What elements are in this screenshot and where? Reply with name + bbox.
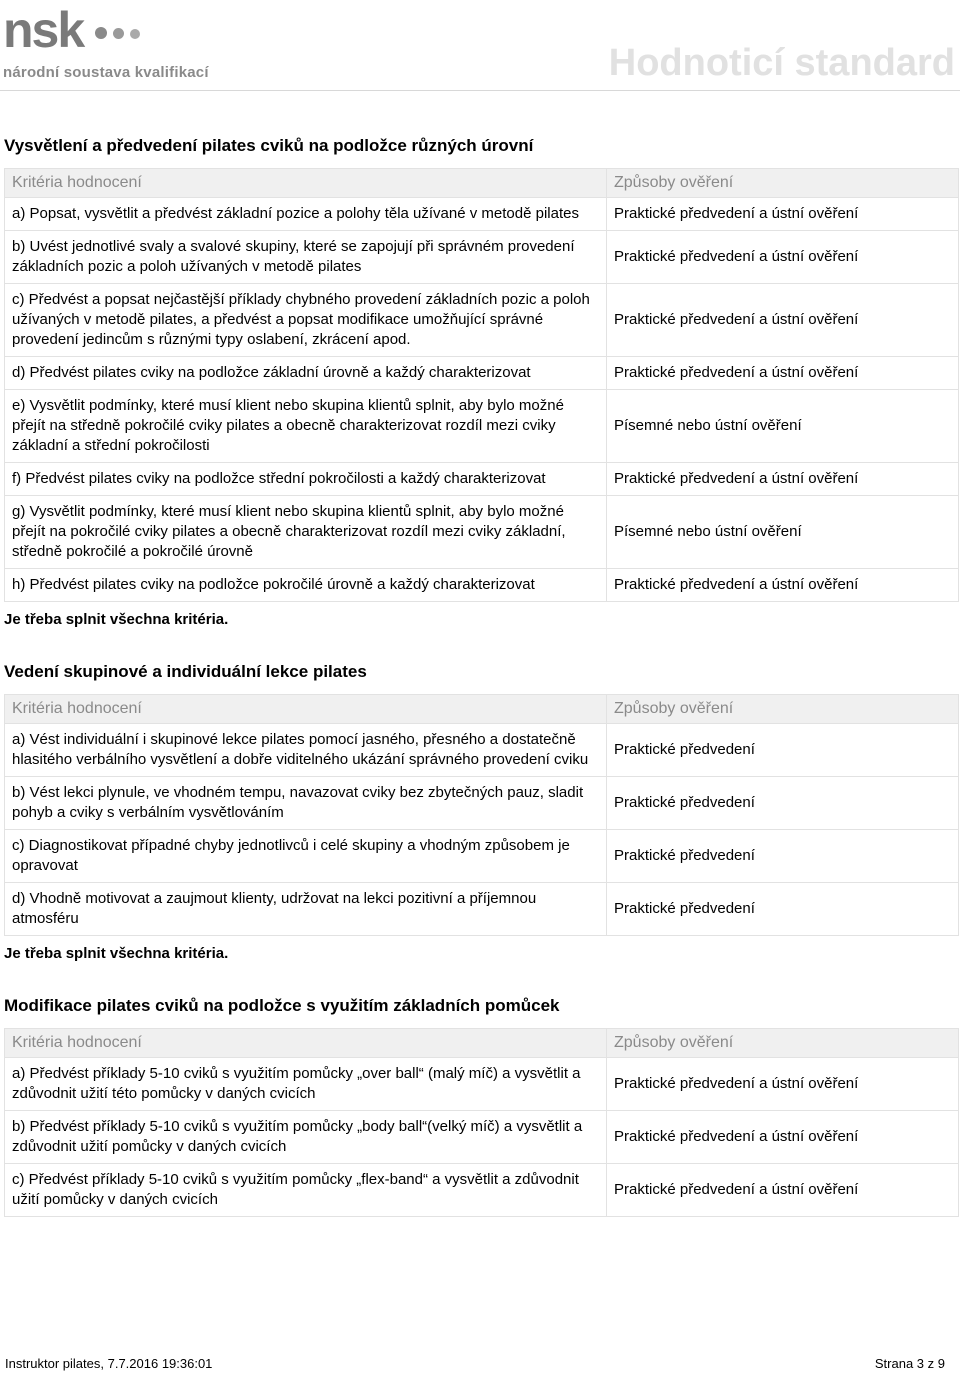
table-row xyxy=(5,724,959,777)
criterion-cell: h) Předvést pilates cviky na podložce pokročilé úrovně a každý charakterizovat xyxy=(5,569,607,602)
section-title: Vysvětlení a předvedení pilates cviků na podložce různých úrovní xyxy=(4,136,534,155)
column-header-method: Způsoby ověření xyxy=(607,695,959,724)
table-row xyxy=(5,390,959,463)
criterion-cell: c) Předvést a popsat nejčastější příklady chybného provedení základních pozic a poloh užívaných v metodě pilates, a předvést a popsat modifikace umožňující správné provedení jedincům s různými typy oslabení, zkrácení apod. xyxy=(5,284,607,357)
footer-info: Instruktor pilates, 7.7.2016 19:36:01 xyxy=(5,1356,213,1371)
method-cell: Praktické předvedení a ústní ověření xyxy=(607,1164,959,1217)
criterion-cell: g) Vysvětlit podmínky, které musí klient nebo skupina klientů splnit, aby bylo možné přejít na pokročilé cviky pilates a obecně charakterizovat rozdíl mezi cviky základní, středně pokročilé a pokročilé úrovně xyxy=(5,496,607,569)
method-cell: Praktické předvedení a ústní ověření xyxy=(607,284,959,357)
criterion-cell: b) Vést lekci plynule, ve vhodném tempu, navazovat cviky bez zbytečných pauz, sladit pohyb a cviky s verbálním vysvětlováním xyxy=(5,777,607,830)
method-cell: Praktické předvedení xyxy=(607,830,959,883)
table-row xyxy=(5,883,959,936)
criterion-cell: b) Předvést příklady 5-10 cviků s využitím pomůcky „body ball“(velký míč) a vysvětlit a zdůvodnit užití pomůcky v daných cvicích xyxy=(5,1111,607,1164)
table-row xyxy=(5,463,959,496)
table-header-row xyxy=(5,1029,959,1058)
method-cell: Praktické předvedení xyxy=(607,777,959,830)
method-cell: Praktické předvedení a ústní ověření xyxy=(607,463,959,496)
nsk-logo xyxy=(3,2,213,86)
page-number: Strana 3 z 9 xyxy=(874,1356,945,1371)
table-row xyxy=(5,198,959,231)
method-cell: Praktické předvedení a ústní ověření xyxy=(607,1058,959,1111)
section-1 xyxy=(4,134,958,630)
column-header-criteria: Kritéria hodnocení xyxy=(5,1029,607,1058)
method-cell: Praktické předvedení a ústní ověření xyxy=(607,231,959,284)
criterion-cell: d) Předvést pilates cviky na podložce základní úrovně a každý charakterizovat xyxy=(5,357,607,390)
method-cell: Praktické předvedení a ústní ověření xyxy=(607,198,959,231)
method-cell: Praktické předvedení xyxy=(607,724,959,777)
column-header-criteria: Kritéria hodnocení xyxy=(5,169,607,198)
criterion-cell: a) Vést individuální i skupinové lekce pilates pomocí jasného, přesného a dostatečně hlasitého verbálního vysvětlení a dobře viditelného ukázání správného provedení cviku xyxy=(5,724,607,777)
page-header xyxy=(0,0,960,92)
method-cell: Praktické předvedení a ústní ověření xyxy=(607,569,959,602)
table-row xyxy=(5,569,959,602)
logo-word: nsk xyxy=(3,2,84,58)
table-row xyxy=(5,1058,959,1111)
criterion-cell: a) Popsat, vysvětlit a předvést základní pozice a polohy těla užívané v metodě pilates xyxy=(5,198,607,231)
column-header-criteria: Kritéria hodnocení xyxy=(5,695,607,724)
column-header-method: Způsoby ověření xyxy=(607,169,959,198)
criterion-cell: f) Předvést pilates cviky na podložce střední pokročilosti a každý charakterizovat xyxy=(5,463,607,496)
criterion-cell: a) Předvést příklady 5-10 cviků s využitím pomůcky „over ball“ (malý míč) a vysvětlit a zdůvodnit užití této pomůcky v daných cvicích xyxy=(5,1058,607,1111)
criterion-cell: d) Vhodně motivovat a zaujmout klienty, udržovat na lekci pozitivní a příjemnou atmosféru xyxy=(5,883,607,936)
section-3 xyxy=(4,994,958,1217)
requirement-note: Je třeba splnit všechna kritéria. xyxy=(4,611,229,628)
table-row xyxy=(5,1164,959,1217)
criteria-table xyxy=(4,168,959,602)
table-row xyxy=(5,231,959,284)
header-divider xyxy=(0,90,960,91)
criterion-cell: b) Uvést jednotlivé svaly a svalové skupiny, které se zapojují při správném provedení základních pozic a poloh užívaných v metodě pilates xyxy=(5,231,607,284)
table-header-row xyxy=(5,169,959,198)
table-row xyxy=(5,284,959,357)
table-row xyxy=(5,777,959,830)
section-title: Vedení skupinové a individuální lekce pilates xyxy=(4,662,367,681)
method-cell: Písemné nebo ústní ověření xyxy=(607,496,959,569)
criteria-table xyxy=(4,694,959,936)
section-2 xyxy=(4,660,958,964)
method-cell: Písemné nebo ústní ověření xyxy=(607,390,959,463)
table-row xyxy=(5,1111,959,1164)
criterion-cell: c) Diagnostikovat případné chyby jednotlivců i celé skupiny a vhodným způsobem je opravovat xyxy=(5,830,607,883)
table-row xyxy=(5,496,959,569)
column-header-method: Způsoby ověření xyxy=(607,1029,959,1058)
criterion-cell: c) Předvést příklady 5-10 cviků s využitím pomůcky „flex-band“ a vysvětlit a zdůvodnit užití pomůcky v daných cvicích xyxy=(5,1164,607,1217)
method-cell: Praktické předvedení xyxy=(607,883,959,936)
logo-dots-icon xyxy=(95,26,146,44)
table-header-row xyxy=(5,695,959,724)
criteria-table xyxy=(4,1028,959,1217)
criterion-cell: e) Vysvětlit podmínky, které musí klient nebo skupina klientů splnit, aby bylo možné přejít na středně pokročilé cviky pilates a obecně charakterizovat rozdíl mezi cviky základní a střední pokročilosti xyxy=(5,390,607,463)
section-title: Modifikace pilates cviků na podložce s využitím základních pomůcek xyxy=(4,996,560,1015)
requirement-note: Je třeba splnit všechna kritéria. xyxy=(4,945,229,962)
table-row xyxy=(5,357,959,390)
document-title: Hodnoticí standard xyxy=(608,42,955,84)
method-cell: Praktické předvedení a ústní ověření xyxy=(607,1111,959,1164)
method-cell: Praktické předvedení a ústní ověření xyxy=(607,357,959,390)
page-content xyxy=(4,134,958,1217)
table-row xyxy=(5,830,959,883)
logo-subtitle: národní soustava kvalifikací xyxy=(3,64,209,81)
